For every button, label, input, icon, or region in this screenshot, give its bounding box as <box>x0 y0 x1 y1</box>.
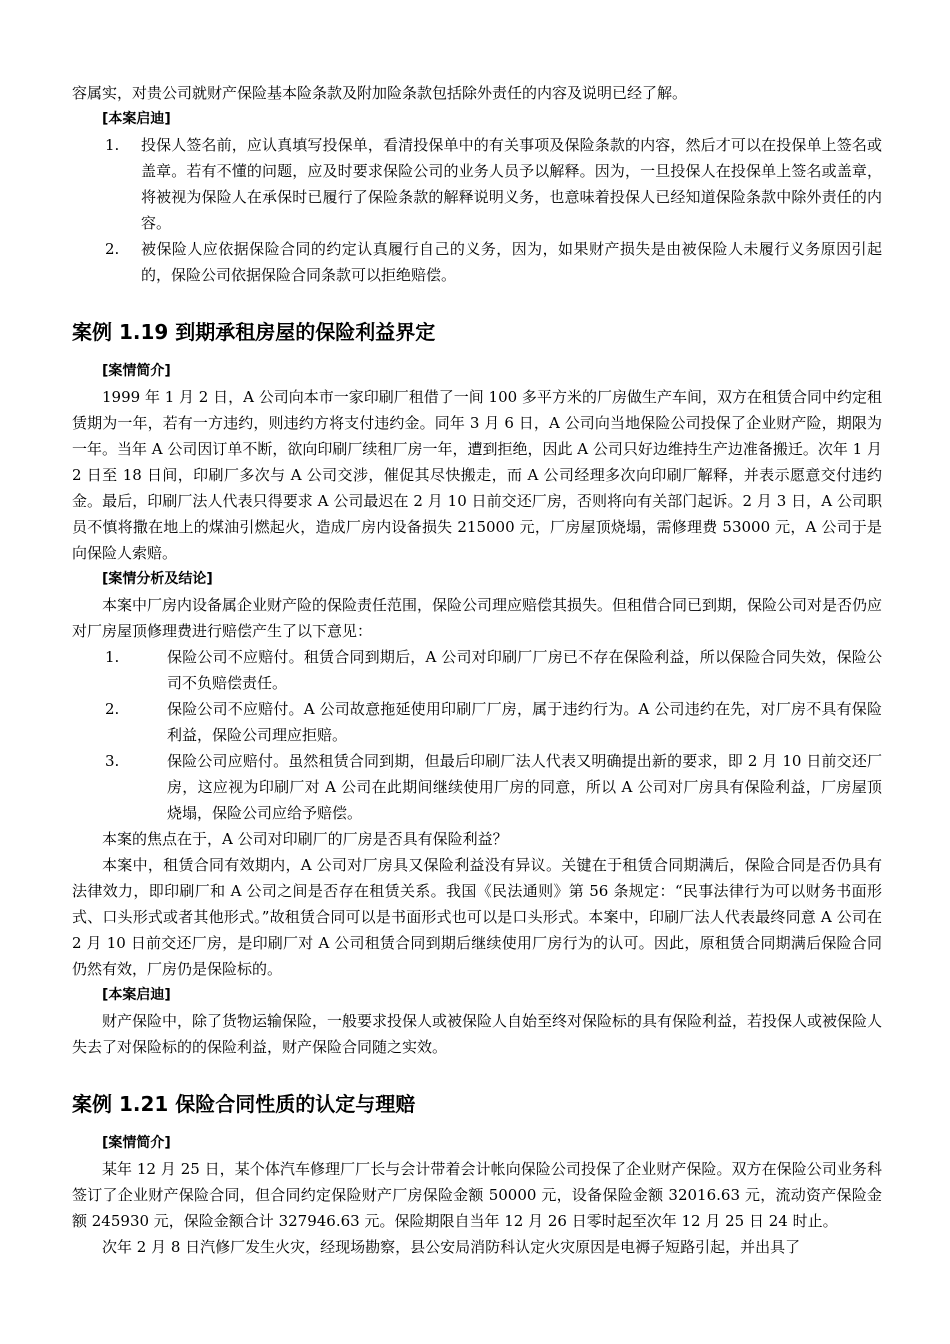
list-item <box>72 132 882 236</box>
list-number: 3. <box>105 752 120 770</box>
continued-paragraph: 容属实，对贵公司就财产保险基本险条款及附加险条款包括除外责任的内容及说明已经了解。 <box>72 84 688 102</box>
case-intro-label: [案情简介] <box>102 363 171 379</box>
list-item <box>72 644 882 696</box>
case-analysis-paragraph: 本案中厂房内设备属企业财产险的保险责任范围，保险公司理应赔偿其损失。但租借合同已到期，保险公司对是否仍应对厂房屋顶修理费进行赔偿产生了以下意见： <box>72 596 883 640</box>
case-insight-paragraph: 财产保险中，除了货物运输保险，一般要求投保人或被保险人自始至终对保险标的具有保险利益，若投保人或被保险人失去了对保险标的的保险利益，财产保险合同随之实效。 <box>72 1012 883 1056</box>
list-text: 投保人签名前，应认真填写投保单，看清投保单中的有关事项及保险条款的内容，然后才可以在投保单上签名或盖章。若有不懂的问题，应及时要求保险公司的业务人员予以解释。因为，一旦投保人在投保单上签名或盖章，将被视为保险人在承保时已履行了保险条款的解释说明义务，也意味着投保人已经知道保险条款中除外责任的内容。 <box>141 136 882 232</box>
list-number: 2. <box>105 700 120 718</box>
list-item <box>72 236 882 288</box>
insight-list <box>72 132 882 288</box>
case-focus-paragraph: 本案的焦点在于，A 公司对印刷厂的厂房是否具有保险利益？ <box>102 830 508 848</box>
case-insight-label: [本案启迪] <box>102 987 171 1003</box>
list-text: 保险公司不应赔付。租赁合同到期后，A 公司对印刷厂厂房已不存在保险利益，所以保险合同失效，保险公司不负赔偿责任。 <box>167 648 882 692</box>
list-number: 1. <box>105 648 120 666</box>
list-number: 1. <box>105 136 120 154</box>
opinion-list <box>72 644 882 826</box>
case-121-title: 案例 1.21 保险合同性质的认定与理赔 <box>72 1092 416 1116</box>
case-intro-label: [案情简介] <box>102 1135 171 1151</box>
list-text: 保险公司不应赔付。A 公司故意拖延使用印刷厂厂房，属于违约行为。A 公司违约在先，对厂房不具有保险利益，保险公司理应拒赔。 <box>167 700 882 744</box>
list-number: 2. <box>105 240 120 258</box>
case-119-title: 案例 1.19 到期承租房屋的保险利益界定 <box>72 320 436 344</box>
list-text: 被保险人应依据保险合同的约定认真履行自己的义务，因为，如果财产损失是由被保险人未履行义务原因引起的，保险公司依据保险合同条款可以拒绝赔偿。 <box>141 240 882 284</box>
case-analysis-label: [案情分析及结论] <box>102 571 213 587</box>
list-text: 保险公司应赔付。虽然租赁合同到期，但最后印刷厂法人代表又明确提出新的要求，即 2 月 10 日前交还厂房，这应视为印刷厂对 A 公司在此期间继续使用厂房的同意，所以 A 公司对厂房具有保险利益，厂房屋顶烧塌，保险公司应给予赔偿。 <box>167 752 882 822</box>
case-conclusion-paragraph: 本案中，租赁合同有效期内，A 公司对厂房具又保险利益没有异议。关键在于租赁合同期满后，保险合同是否仍具有法律效力，即印刷厂和 A 公司之间是否存在租赁关系。我国《民法通则》第 56 条规定：“民事法律行为可以财务书面形式、口头形式或者其他形式。”故租赁合同可以是书面形式也可以是口头形式。本案中，印刷厂法人代表最终同意 A 公司在 2 月 10 日前交还厂房，是印刷厂对 A 公司租赁合同到期后继续使用厂房行为的认可。因此，原租赁合同期满后保险合同仍然有效，厂房仍是保险标的。 <box>72 856 882 978</box>
insight-label: [本案启迪] <box>102 111 171 127</box>
list-item <box>72 696 882 748</box>
case-intro-paragraph-2: 次年 2 月 8 日汽修厂发生火灾，经现场勘察，县公安局消防科认定火灾原因是电褥子短路引起，并出具了 <box>102 1238 801 1256</box>
list-item <box>72 748 882 826</box>
case-intro-paragraph: 1999 年 1 月 2 日，A 公司向本市一家印刷厂租借了一间 100 多平方米的厂房做生产车间，双方在租赁合同中约定租赁期为一年，若有一方违约，则违约方将支付违约金。同年 3 月 6 日，A 公司向当地保险公司投保了企业财产险，期限为一年。当年 A 公司因订单不断，欲向印刷厂续租厂房一年，遭到拒绝，因此 A 公司只好边维持生产边准备搬迁。次年 1 月 2 日至 18 日间，印刷厂多次与 A 公司交涉，催促其尽快搬走，而 A 公司经理多次向印刷厂解释，并表示愿意交付违约金。最后，印刷厂法人代表只得要求 A 公司最迟在 2 月 10 日前交还厂房，否则将向有关部门起诉。2 月 3 日，A 公司职员不慎将撒在地上的煤油引燃起火，造成厂房内设备损失 215000 元，厂房屋顶烧塌，需修理费 53000 元，A 公司于是向保险人索赔。 <box>72 388 882 562</box>
case-intro-paragraph: 某年 12 月 25 日，某个体汽车修理厂厂长与会计带着会计帐向保险公司投保了企业财产保险。双方在保险公司业务科签订了企业财产保险合同，但合同约定保险财产厂房保险金额 50000 元，设备保险金额 32016.63 元，流动资产保险金额 245930 元，保险金额合计 327946.63 元。保险期限自当年 12 月 26 日零时起至次年 12 月 25 日 24 时止。 <box>72 1160 882 1230</box>
